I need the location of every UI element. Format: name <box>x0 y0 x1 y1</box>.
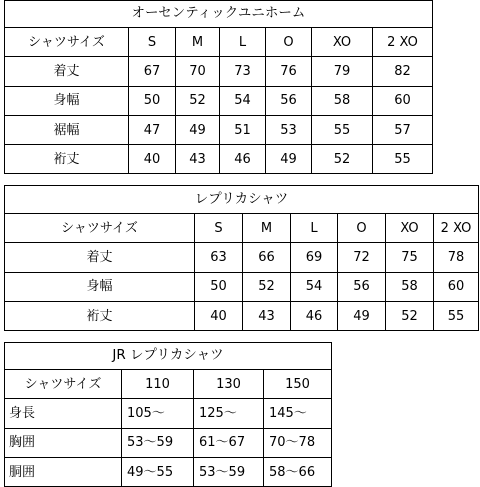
header-cell: 110 <box>122 370 194 399</box>
table-cell: 79 <box>312 57 373 86</box>
table-cell: 69 <box>291 243 338 272</box>
table-cell: 60 <box>434 272 479 301</box>
table-row <box>5 272 479 301</box>
table-cell: 58～66 <box>264 457 332 486</box>
table-cell: 66 <box>243 243 291 272</box>
row-label: 胴囲 <box>5 457 122 486</box>
table-cell: 53～59 <box>122 428 194 457</box>
row-label: 着丈 <box>5 243 195 272</box>
table-cell: 70 <box>176 57 220 86</box>
table-cell: 52 <box>176 86 220 115</box>
table-cell: 54 <box>220 86 266 115</box>
table-row <box>5 57 433 86</box>
table-cell: 40 <box>129 145 176 174</box>
table-row <box>5 115 433 144</box>
table-cell: 125～ <box>194 399 264 428</box>
table-cell: 55 <box>434 301 479 330</box>
table-cell: 52 <box>386 301 434 330</box>
table-title: レプリカシャツ <box>5 186 479 214</box>
row-label: 身幅 <box>5 86 129 115</box>
header-cell: シャツサイズ <box>5 370 122 399</box>
table-row <box>5 399 332 428</box>
table-cell: 145～ <box>264 399 332 428</box>
table-cell: 75 <box>386 243 434 272</box>
table-cell: 70～78 <box>264 428 332 457</box>
table-cell: 61～67 <box>194 428 264 457</box>
jr-replica-size-table <box>4 342 332 487</box>
table-cell: 105～ <box>122 399 194 428</box>
table-cell: 78 <box>434 243 479 272</box>
row-label: 裄丈 <box>5 145 129 174</box>
table-cell: 55 <box>312 115 373 144</box>
table-cell: 50 <box>195 272 243 301</box>
table-title: オーセンティックユニホーム <box>5 1 433 28</box>
table-cell: 50 <box>129 86 176 115</box>
table-row <box>5 86 433 115</box>
header-cell: O <box>338 214 386 243</box>
header-cell: L <box>220 28 266 57</box>
table-cell: 53 <box>266 115 312 144</box>
table-cell: 46 <box>291 301 338 330</box>
row-label: 身長 <box>5 399 122 428</box>
row-label: 裾幅 <box>5 115 129 144</box>
header-cell: S <box>195 214 243 243</box>
table-cell: 72 <box>338 243 386 272</box>
table-cell: 43 <box>176 145 220 174</box>
table-row <box>5 428 332 457</box>
header-cell: シャツサイズ <box>5 28 129 57</box>
header-cell: シャツサイズ <box>5 214 195 243</box>
row-label: 身幅 <box>5 272 195 301</box>
table-cell: 76 <box>266 57 312 86</box>
header-cell: O <box>266 28 312 57</box>
table-cell: 56 <box>338 272 386 301</box>
table-cell: 63 <box>195 243 243 272</box>
table-cell: 58 <box>312 86 373 115</box>
row-label: 胸囲 <box>5 428 122 457</box>
header-cell: 2 XO <box>434 214 479 243</box>
table-cell: 82 <box>373 57 433 86</box>
table-cell: 54 <box>291 272 338 301</box>
header-cell: L <box>291 214 338 243</box>
header-cell: 2 XO <box>373 28 433 57</box>
row-label: 着丈 <box>5 57 129 86</box>
table-cell: 49 <box>176 115 220 144</box>
table-cell: 52 <box>243 272 291 301</box>
table-cell: 51 <box>220 115 266 144</box>
table-header-row <box>5 28 433 57</box>
header-cell: M <box>176 28 220 57</box>
table-cell: 57 <box>373 115 433 144</box>
table-cell: 40 <box>195 301 243 330</box>
table-cell: 56 <box>266 86 312 115</box>
table-cell: 52 <box>312 145 373 174</box>
table-cell: 49 <box>266 145 312 174</box>
table-title: JR レプリカシャツ <box>5 343 332 370</box>
table-cell: 46 <box>220 145 266 174</box>
header-cell: XO <box>312 28 373 57</box>
table-cell: 73 <box>220 57 266 86</box>
header-cell: 130 <box>194 370 264 399</box>
table-row <box>5 301 479 330</box>
table-row <box>5 243 479 272</box>
table-cell: 43 <box>243 301 291 330</box>
table-cell: 67 <box>129 57 176 86</box>
header-cell: S <box>129 28 176 57</box>
header-cell: M <box>243 214 291 243</box>
table-cell: 60 <box>373 86 433 115</box>
table-cell: 58 <box>386 272 434 301</box>
header-cell: XO <box>386 214 434 243</box>
table-cell: 49～55 <box>122 457 194 486</box>
table-cell: 47 <box>129 115 176 144</box>
table-header-row <box>5 214 479 243</box>
authentic-size-table <box>4 0 433 174</box>
table-row <box>5 457 332 486</box>
table-cell: 49 <box>338 301 386 330</box>
table-cell: 55 <box>373 145 433 174</box>
table-cell: 53～59 <box>194 457 264 486</box>
replica-size-table <box>4 185 479 331</box>
table-row <box>5 145 433 174</box>
row-label: 裄丈 <box>5 301 195 330</box>
table-header-row <box>5 370 332 399</box>
header-cell: 150 <box>264 370 332 399</box>
